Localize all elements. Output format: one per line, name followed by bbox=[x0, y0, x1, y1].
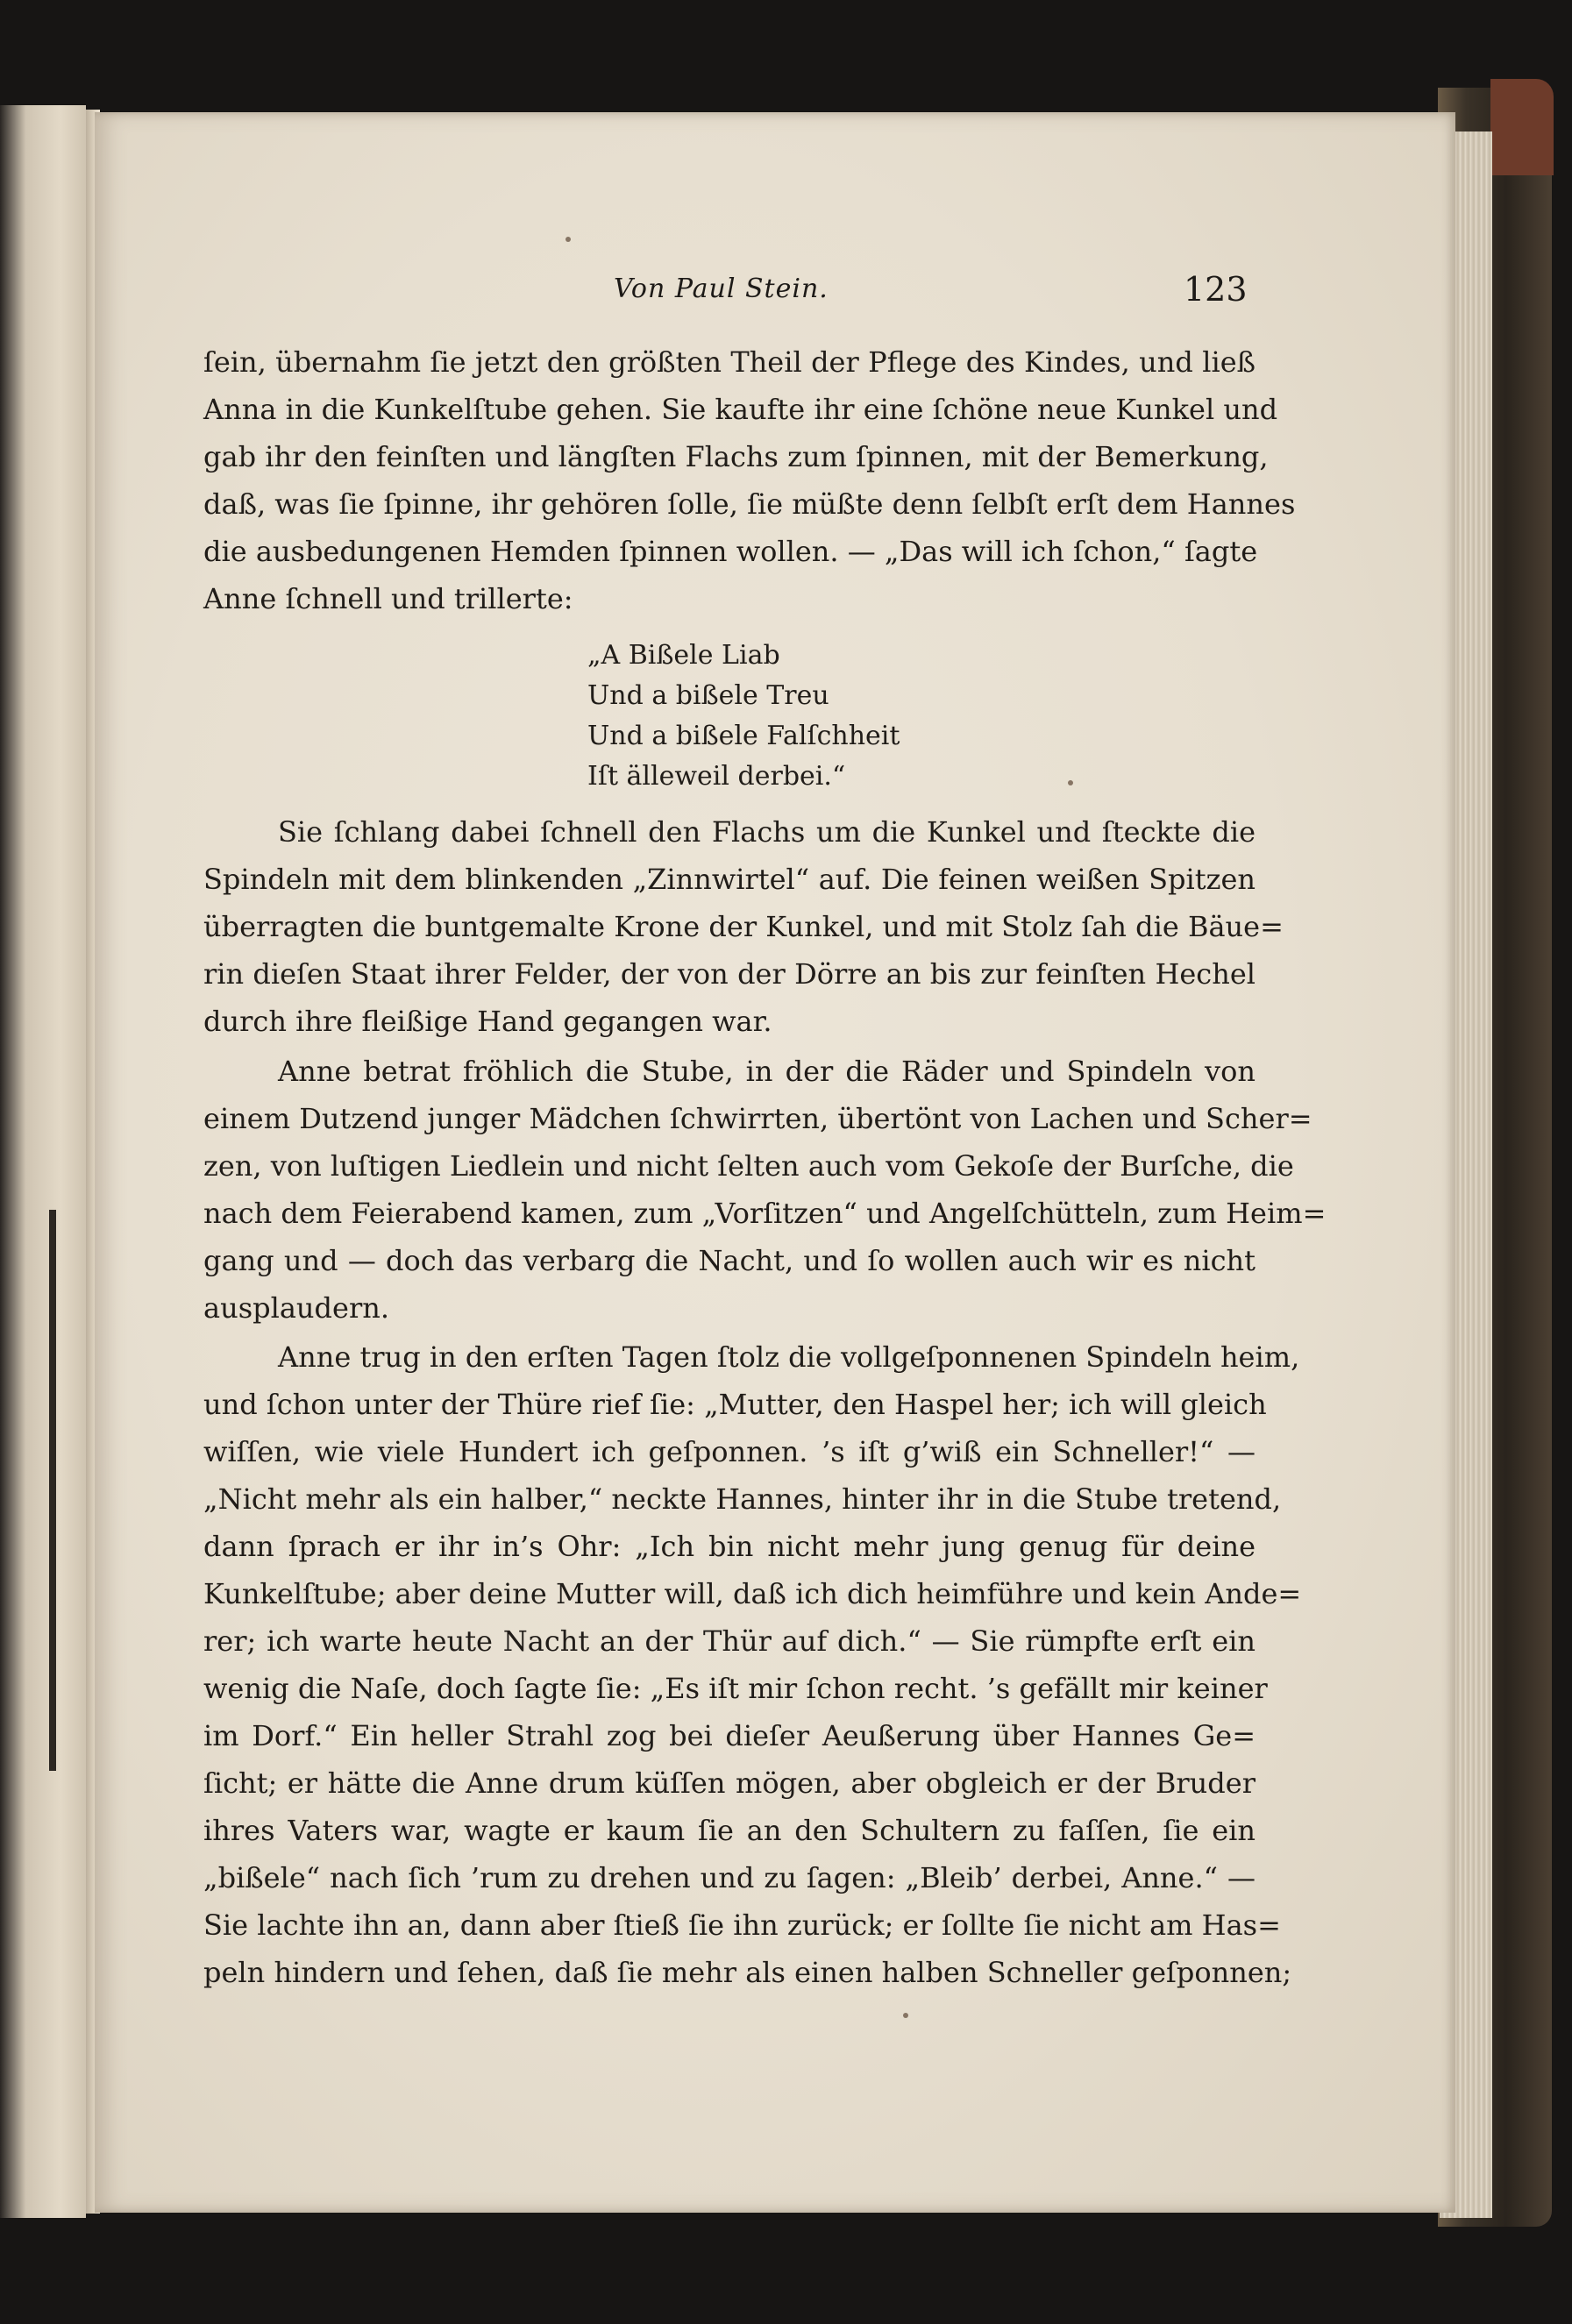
verse-line: Und a bißele Falſchheit bbox=[587, 721, 900, 751]
text-line: Kunkelſtube; aber deine Mutter will, daß ich dich heimführe und kein Ande= bbox=[203, 1577, 1302, 1610]
text-line: rin dieſen Staat ihrer Felder, der von der Dörre an bis zur feinſten Hechel bbox=[203, 957, 1255, 991]
text-line: die ausbedungenen Hemden ſpinnen wollen. — „Das will ich ſchon,“ ſagte bbox=[203, 535, 1258, 568]
page-number: 123 bbox=[1184, 270, 1248, 309]
ink-speck bbox=[1068, 780, 1073, 785]
text-line: überragten die buntgemalte Krone der Kunkel, und mit Stolz ſah die Bäue= bbox=[203, 910, 1284, 943]
facing-page-shadow bbox=[49, 1210, 56, 1771]
text-line: Spindeln mit dem blinkenden „Zinnwirtel“ auf. Die feinen weißen Spitzen bbox=[203, 863, 1255, 896]
text-line: rer; ich warte heute Nacht an der Thür auf dich.“ — Sie rümpfte erſt ein bbox=[203, 1624, 1255, 1658]
text-line: ihres Vaters war, wagte er kaum ſie an den Schultern zu faſſen, ſie ein bbox=[203, 1814, 1255, 1847]
text-line: Anne trug in den erſten Tagen ſtolz die vollgeſponnenen Spindeln heim, bbox=[278, 1340, 1300, 1374]
ink-speck bbox=[903, 2013, 908, 2018]
running-head: Von Paul Stein. bbox=[614, 274, 829, 304]
text-line: nach dem Feierabend kamen, zum „Vorſitzen“ und Angelſchütteln, zum Heim= bbox=[203, 1197, 1327, 1230]
text-line: Anne ſchnell und trillerte: bbox=[203, 582, 573, 615]
text-line: Sie lachte ihn an, dann aber ſtieß ſie ihn zurück; er ſollte ſie nicht am Has= bbox=[203, 1908, 1281, 1942]
text-line: und ſchon unter der Thüre rief ſie: „Mutter, den Haspel her; ich will gleich bbox=[203, 1388, 1267, 1421]
text-line: dann ſprach er ihr in’s Ohr: „Ich bin nicht mehr jung genug für deine bbox=[203, 1530, 1255, 1563]
text-line: Anne betrat fröhlich die Stube, in der die Räder und Spindeln von bbox=[278, 1055, 1255, 1088]
text-line: durch ihre fleißige Hand gegangen war. bbox=[203, 1005, 772, 1038]
text-line: wenig die Naſe, doch ſagte ſie: „Es iſt mir ſchon recht. ’s gefällt mir keiner bbox=[203, 1672, 1268, 1705]
verse-line: Iſt älleweil derbei.“ bbox=[587, 761, 846, 792]
text-line: „Nicht mehr als ein halber,“ neckte Hannes, hinter ihr in die Stube tretend, bbox=[203, 1482, 1282, 1516]
text-line: Anna in die Kunkelſtube gehen. Sie kaufte ihr eine ſchöne neue Kunkel und bbox=[203, 393, 1278, 426]
text-line: ſein, übernahm ſie jetzt den größten Theil der Pflege des Kindes, und ließ bbox=[203, 345, 1255, 379]
text-line: peln hindern und ſehen, daß ſie mehr als einen halben Schneller geſponnen; bbox=[203, 1956, 1292, 1989]
verse-line: „A Bißele Liab bbox=[587, 640, 780, 671]
text-line: zen, von luſtigen Liedlein und nicht ſelten auch vom Gekoſe der Burſche, die bbox=[203, 1149, 1294, 1183]
text-line: einem Dutzend junger Mädchen ſchwirrten, übertönt von Lachen und Scher= bbox=[203, 1102, 1312, 1135]
text-line: Sie ſchlang dabei ſchnell den Flachs um die Kunkel und ſteckte die bbox=[278, 815, 1255, 849]
text-line: wiſſen, wie viele Hundert ich geſponnen. ’s iſt g’wiß ein Schneller!“ — bbox=[203, 1435, 1255, 1468]
ink-speck bbox=[565, 237, 571, 242]
text-line: daß, was ſie ſpinne, ihr gehören ſolle, ſie müßte denn ſelbſt erſt dem Hannes bbox=[203, 487, 1296, 521]
text-line: gang und — doch das verbarg die Nacht, und ſo wollen auch wir es nicht bbox=[203, 1244, 1255, 1277]
text-line: ſicht; er hätte die Anne drum küſſen mögen, aber obgleich er der Bruder bbox=[203, 1766, 1255, 1800]
facing-page-edge bbox=[0, 105, 86, 2218]
text-line: ausplaudern. bbox=[203, 1291, 390, 1325]
text-line: gab ihr den feinſten und längſten Flachs zum ſpinnen, mit der Bemerkung, bbox=[203, 440, 1269, 473]
verse-line: Und a bißele Treu bbox=[587, 680, 829, 711]
cover-corner bbox=[1490, 79, 1554, 175]
text-line: „bißele“ nach ſich ’rum zu drehen und zu ſagen: „Bleib’ derbei, Anne.“ — bbox=[203, 1861, 1255, 1894]
text-line: im Dorf.“ Ein heller Strahl zog bei dieſer Aeußerung über Hannes Ge= bbox=[203, 1719, 1255, 1752]
